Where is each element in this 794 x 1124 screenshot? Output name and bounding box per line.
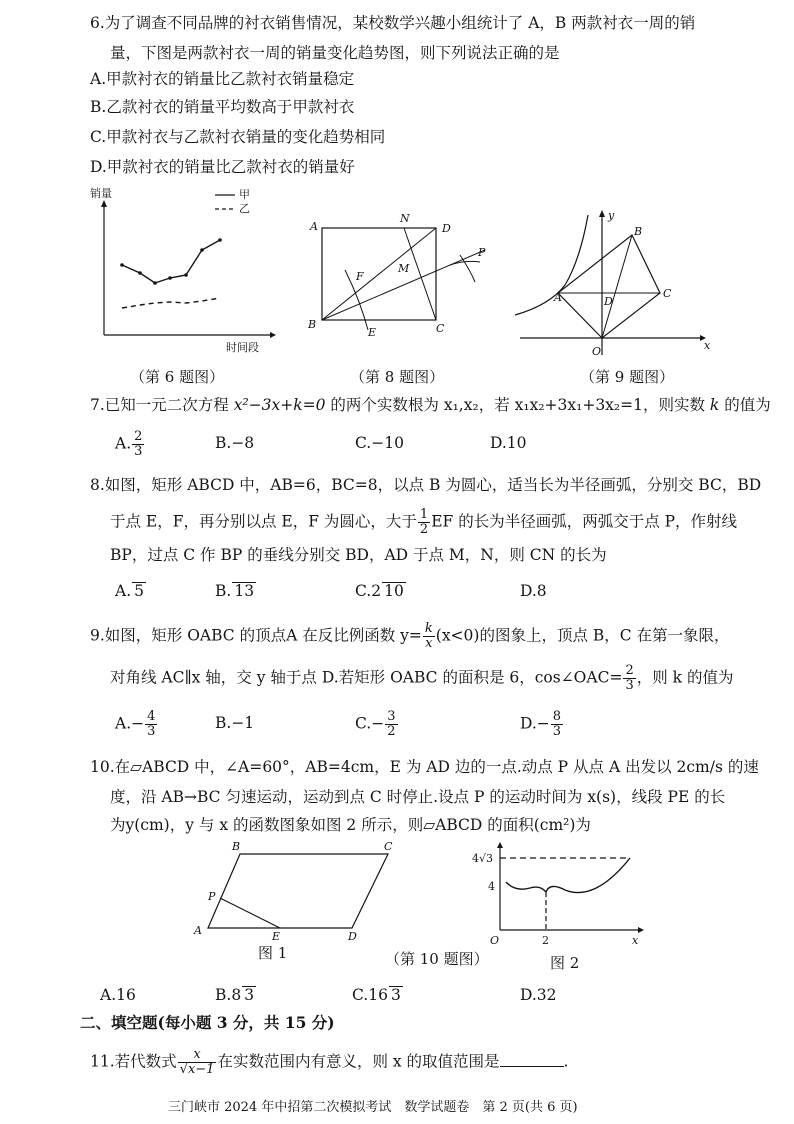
fig6-xlabel: 时间段 (226, 341, 259, 354)
fig10-label-c: C (384, 840, 393, 853)
q10-option-b (215, 984, 256, 1006)
fig9-label-a: A (554, 291, 562, 304)
q10-option-b-radicand: 3 (244, 986, 255, 1004)
fig8-label-m: M (398, 262, 410, 275)
fig10-graph-label-2: 2 (542, 934, 549, 947)
q9-option-a-fraction (145, 710, 157, 739)
fig10-figure1-caption: 图 1 (258, 944, 288, 962)
fig10-graph-label-4: 4 (488, 880, 495, 893)
q8-fraction (418, 508, 430, 537)
q10-option-d: D.32 (520, 986, 557, 1004)
q9-option-a-denominator: 3 (147, 724, 156, 739)
q8-option-c (355, 580, 406, 602)
q7-k: k (709, 396, 720, 414)
q7-equation: x²−3x+k=0 (233, 396, 326, 414)
q9-option-d-prefix: D.− (520, 714, 550, 733)
q9-stem-line2-a: 对角线 AC∥x 轴，交 y 轴于点 D.若矩形 OABC 的面积是 6，cos∠OAC= (110, 668, 623, 687)
q11-fraction-denominator: √x−1 (179, 1062, 215, 1077)
q10-stem-line1: 10.在▱ABCD 中，∠A=60°，AB=4cm，E 为 AD 边的一点.动点 P 从点 A 出发以 2cm/s 的速 (90, 758, 759, 776)
q7-option-a-denominator: 3 (134, 444, 143, 459)
fig8-rectangle-figure (300, 210, 500, 340)
fig9-label-o: O (592, 345, 602, 358)
q6-stem-line2: 量，下图是两款衬衣一周的销量变化趋势图，则下列说法正确的是 (110, 44, 560, 62)
fig8-label-c: C (436, 322, 445, 335)
q9-option-c (355, 710, 399, 739)
fig10-parallelogram (190, 840, 420, 943)
fig8-label-n: N (400, 212, 410, 225)
q9-option-d-numerator: 8 (552, 709, 562, 724)
q10-option-c (352, 984, 403, 1006)
q11-stem-post: 在实数范围内有意义，则 x 的取值范围是 (217, 1052, 500, 1071)
q10-stem-line3: 为y(cm)，y 与 x 的函数图象如图 2 所示，则▱ABCD 的面积(cm²)为 (110, 816, 591, 834)
q11-stem-end: . (563, 1052, 569, 1071)
fig10-function-graph (470, 840, 650, 950)
q8-fraction-numerator: 1 (419, 507, 429, 522)
fig9-caption: （第 9 题图） (580, 368, 675, 386)
q6-stem-line1: 6.为了调查不同品牌的衬衣销售情况，某校数学兴趣小组统计了 A，B 两款衬衣一周的销 (90, 14, 696, 32)
q9-option-a-prefix: A.− (115, 714, 145, 733)
q9-fraction1-denominator: x (425, 636, 433, 651)
fig8-label-b: B (308, 318, 317, 331)
q9-option-c-denominator: 2 (387, 724, 396, 739)
q9-option-c-numerator: 3 (387, 709, 396, 724)
q11-stem-pre: 11.若代数式 (90, 1052, 177, 1071)
fig10-label-b: B (232, 840, 241, 853)
q9-fraction1-numerator: k (424, 621, 433, 636)
q6-option-c: C.甲款衬衣与乙款衬衣销量的变化趋势相同 (90, 128, 386, 146)
fig9-label-x: x (704, 339, 711, 352)
q9-option-d-fraction (551, 710, 563, 739)
q10-option-b-prefix: B.8 (215, 986, 242, 1004)
fig6-caption: （第 6 题图） (130, 368, 225, 386)
q7-option-a-fraction (132, 430, 144, 459)
fig6-legend-b: 乙 (239, 202, 250, 215)
q8-option-b (215, 580, 256, 602)
q7-stem-part2: 的两个实数根为 x₁,x₂，若 x₁x₂+3x₁+3x₂=1，则实数 (325, 396, 710, 414)
fig9-label-y: y (608, 209, 615, 222)
q7-stem-part1: 7.已知一元二次方程 (90, 396, 234, 414)
q11-fraction-numerator: x (178, 1048, 217, 1063)
q9-fraction2-denominator: 3 (625, 678, 634, 693)
q7-option-a (115, 430, 145, 459)
fig10-graph-label-x: x (632, 934, 639, 947)
q9-stem-line1-a: 9.如图，矩形 OABC 的顶点A 在反比例函数 y= (90, 626, 422, 645)
fig8-label-p: P (478, 246, 486, 259)
fig9-label-c: C (663, 287, 672, 300)
q8-stem-line2-b: EF 的长为半径画弧，两弧交于点 P，作射线 (431, 512, 738, 531)
q9-fraction2-numerator: 2 (625, 663, 634, 678)
fig9-label-d: D (604, 295, 613, 308)
q9-stem-line2-b: ，则 k 的值为 (636, 668, 734, 687)
fig10-caption: （第 10 题图） (385, 950, 489, 968)
q8-option-a-radicand: 5 (134, 582, 144, 600)
q8-option-b-radicand: 13 (234, 582, 255, 600)
q9-option-a (115, 710, 158, 739)
q9-option-c-prefix: C.− (355, 714, 385, 733)
q8-stem-line2 (110, 508, 737, 537)
q11-stem (90, 1048, 568, 1077)
fig9-label-b: B (634, 225, 643, 238)
fig10-label-p: P (208, 890, 216, 903)
q6-option-b: B.乙款衬衣的销量平均数高于甲款衬衣 (90, 98, 355, 116)
q9-stem-line2 (110, 664, 733, 693)
fig9-coordinate-figure (510, 205, 720, 365)
q8-option-c-radicand: 10 (384, 582, 404, 600)
q9-option-c-fraction (385, 710, 397, 739)
fig6-sales-chart (90, 185, 280, 365)
q9-option-d-denominator: 3 (552, 724, 562, 739)
q10-option-c-radicand: 3 (390, 986, 401, 1004)
q8-option-a-prefix: A. (115, 582, 132, 600)
q8-fraction-denominator: 2 (419, 522, 429, 537)
q8-stem-line3: BP，过点 C 作 BP 的垂线分别交 BD，AD 于点 M，N，则 CN 的长为 (110, 546, 607, 564)
q9-option-b: B.−1 (215, 714, 255, 732)
q6-option-d: D.甲款衬衣的销量比乙款衬衣的销量好 (90, 158, 355, 176)
fig10-label-d: D (348, 930, 357, 943)
fig10-label-a: A (194, 924, 202, 937)
q9-fraction-cos (623, 664, 635, 693)
fig8-label-e: E (368, 326, 377, 339)
q9-option-a-numerator: 4 (147, 709, 156, 724)
q8-option-a (115, 580, 146, 602)
q9-stem-line1 (90, 622, 730, 651)
q10-option-c-prefix: C.16 (352, 986, 388, 1004)
q8-option-d: D.8 (520, 582, 547, 600)
q7-option-d: D.10 (490, 434, 527, 452)
q6-option-a: A.甲款衬衣的销量比乙款衬衣销量稳定 (90, 70, 355, 88)
q10-stem-line2: 度，沿 AB→BC 匀速运动，运动到点 C 时停止.设点 P 的运动时间为 x(s)，线段 PE 的长 (110, 788, 726, 806)
q7-option-b: B.−8 (215, 434, 255, 452)
q7-stem-part3: 的值为 (719, 396, 771, 414)
q9-fraction-k-over-x (423, 622, 435, 651)
q7-option-a-numerator: 2 (134, 429, 143, 444)
q8-option-c-prefix: C.2 (355, 582, 382, 600)
fig10-graph-label-4root3: 4√3 (472, 852, 494, 865)
fig6-legend-a: 甲 (239, 188, 250, 201)
q8-option-b-prefix: B. (215, 582, 232, 600)
fig10-label-e: E (272, 930, 281, 943)
q8-stem-line2-a: 于点 E，F，再分别以点 E，F 为圆心，大于 (110, 512, 417, 531)
fig6-ylabel: 销量 (90, 187, 112, 200)
fig8-label-a: A (310, 220, 318, 233)
page-footer: 三门峡市 2024 年中招第二次模拟考试 数学试题卷 第 2 页(共 6 页) (168, 1100, 578, 1115)
q7-stem (90, 394, 771, 416)
q11-fraction (178, 1048, 217, 1077)
fig8-label-f: F (356, 270, 364, 283)
fig8-label-d: D (442, 222, 451, 235)
q9-option-d (520, 710, 564, 739)
fig10-graph-label-o: O (490, 934, 500, 947)
fig10-figure2-caption: 图 2 (550, 954, 580, 972)
q10-option-a: A.16 (100, 986, 136, 1004)
fig8-caption: （第 8 题图） (350, 368, 445, 386)
q8-stem-line1: 8.如图，矩形 ABCD 中，AB=6，BC=8，以点 B 为圆心，适当长为半径画弧，分别交 BC，BD (90, 476, 762, 494)
q7-option-c: C.−10 (355, 434, 404, 452)
q7-option-a-prefix: A. (115, 434, 132, 453)
q11-answer-blank[interactable] (500, 1052, 564, 1067)
q9-stem-line1-b: (x<0)的图象上，顶点 B，C 在第一象限， (435, 626, 730, 645)
section2-title: 二、填空题(每小题 3 分，共 15 分) (80, 1013, 335, 1032)
